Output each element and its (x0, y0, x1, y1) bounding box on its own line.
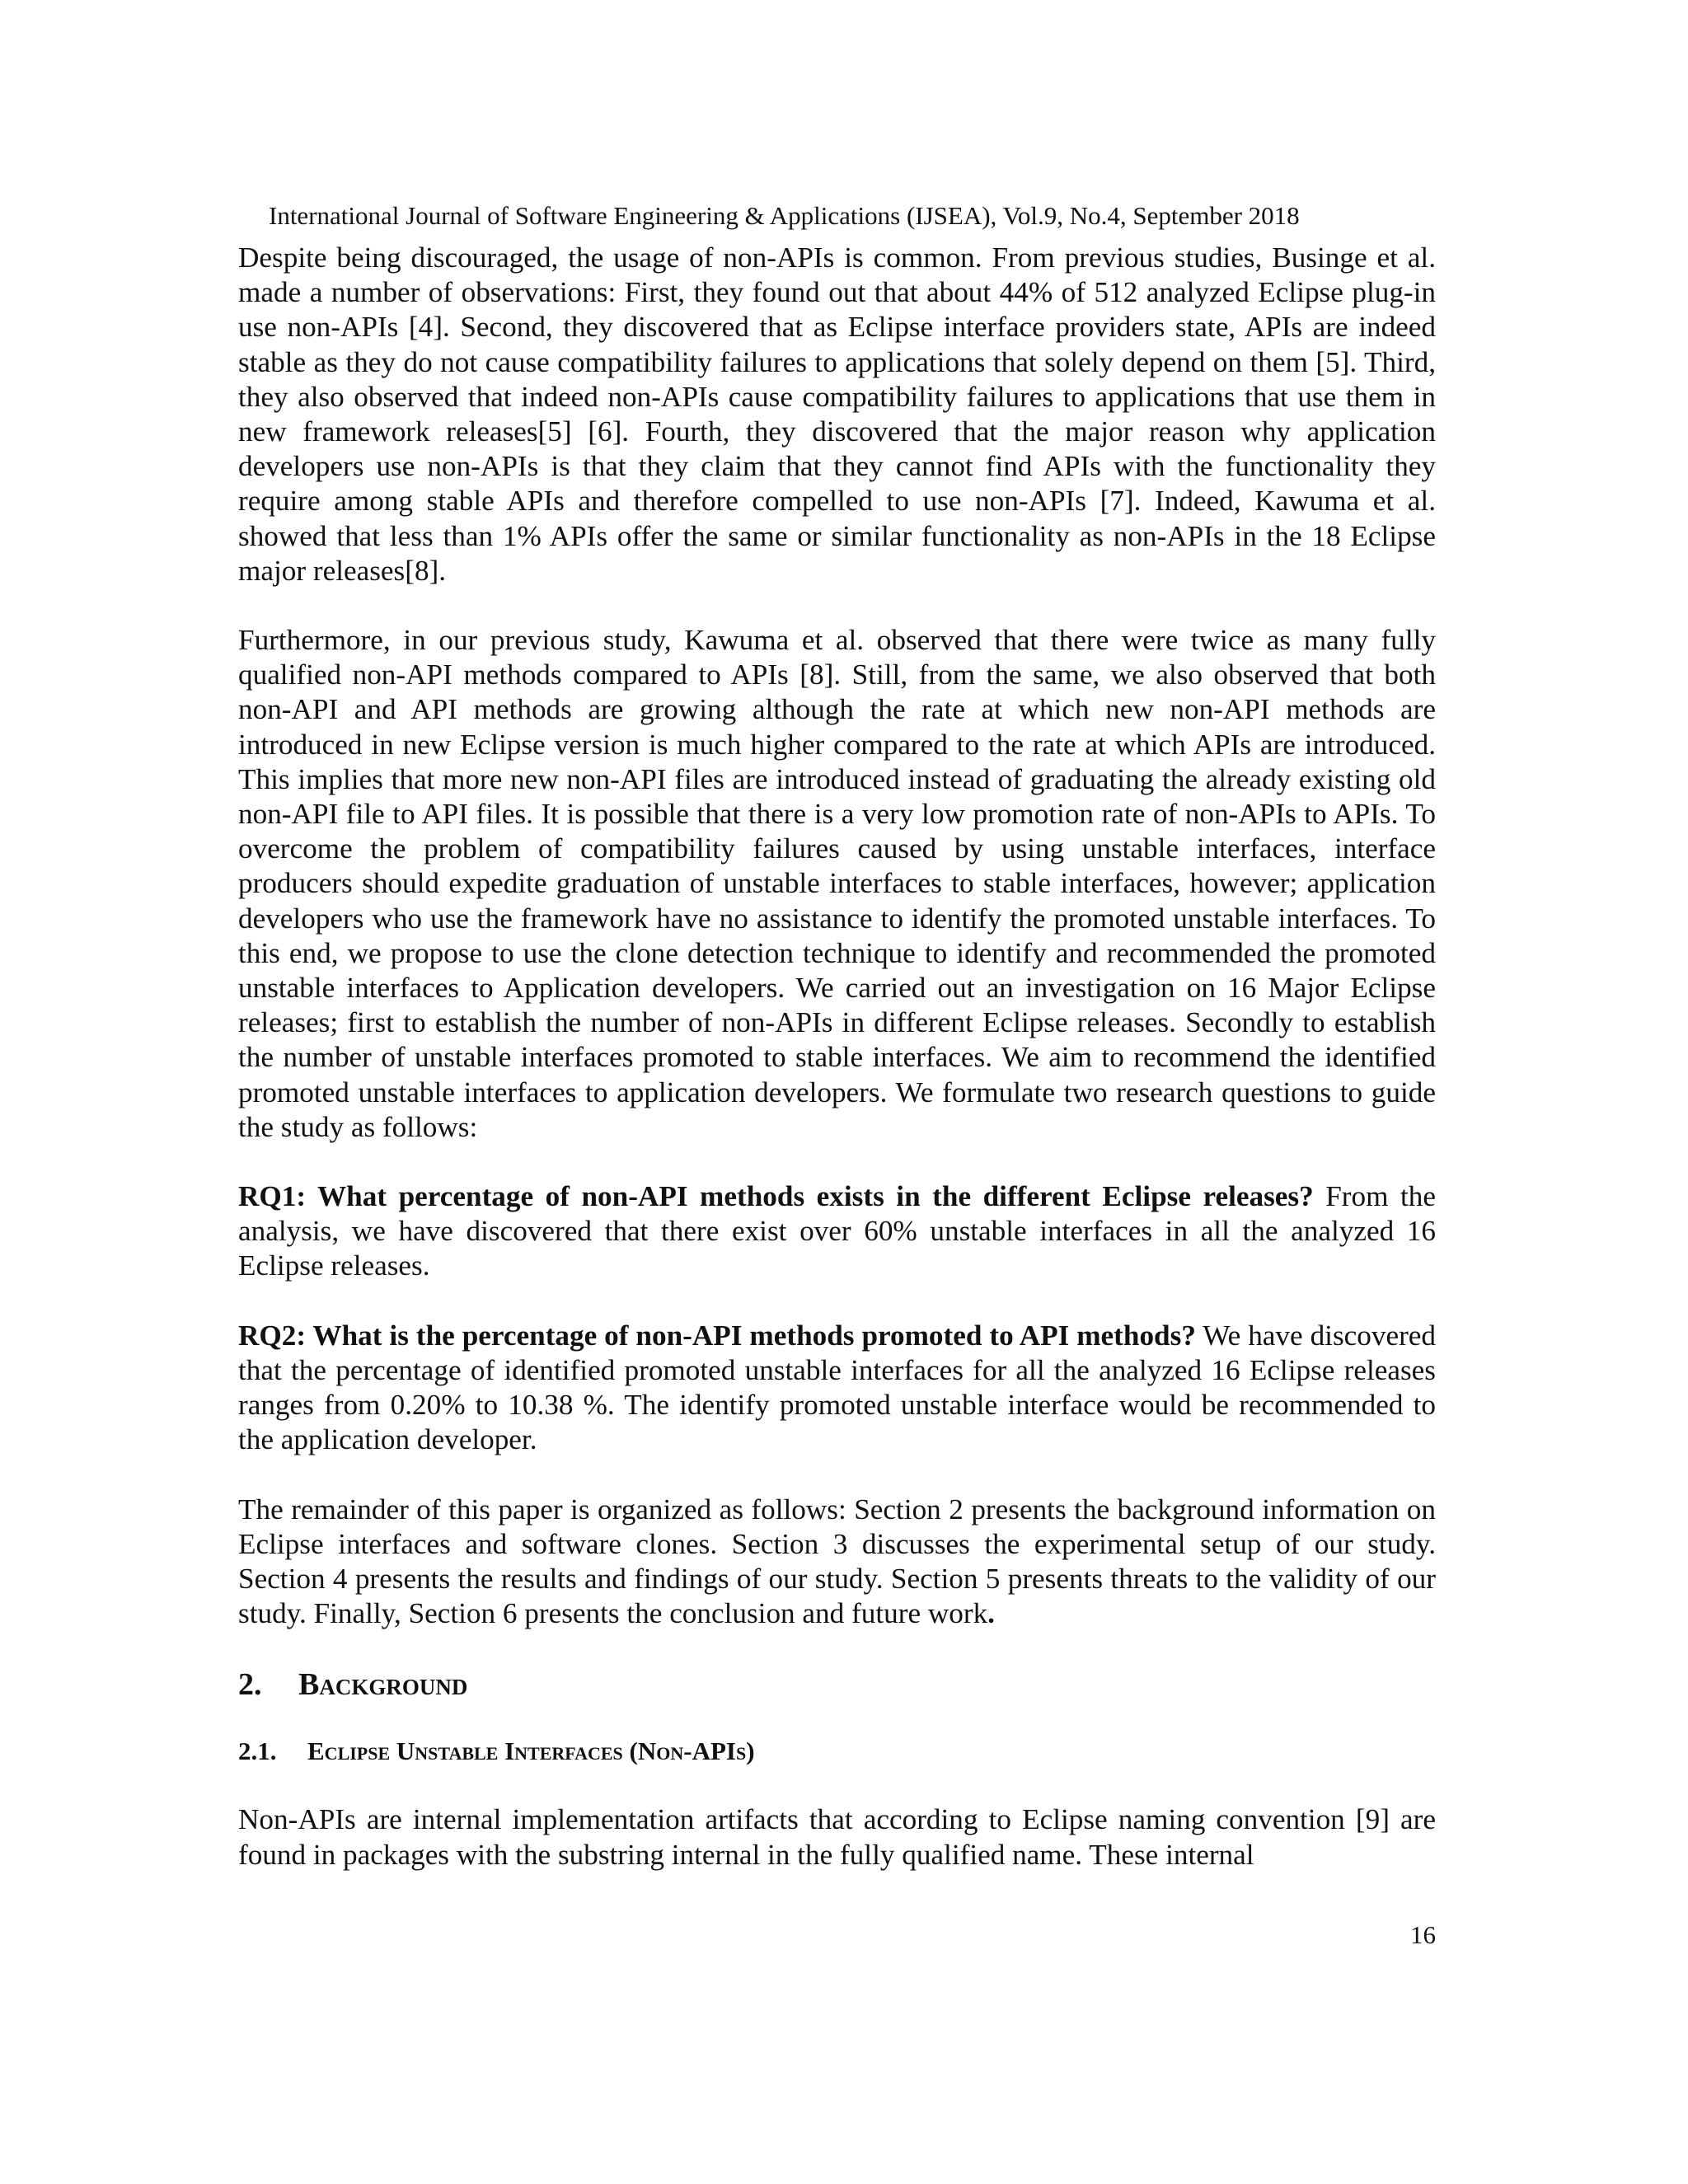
running-header: International Journal of Software Engineering & Applications (IJSEA), Vol.9, No.4, September 2018 (269, 201, 1300, 230)
rq1-text: From the analysis, we have discovered that there exist over 60% unstable interfaces in all the analyzed 16 Eclipse releases. (238, 1180, 1436, 1282)
paragraph-previous-study: Furthermore, in our previous study, Kawuma et al. observed that there were twice as many fully qualified non-API methods compared to APIs [8]. Still, from the same, we also observed that both non-API and API methods are growing although the rate at which new non-API methods are introduced in new Eclipse version is much higher compared to the rate at which APIs are introduced. This implies that more new non-API files are introduced instead of graduating the already existing old non-API file to API files. It is possible that there is a very low promotion rate of non-APIs to APIs. To overcome the problem of compatibility failures caused by using unstable interfaces, interface producers should expedite graduation of unstable interfaces to stable interfaces, however; application developers who use the framework have no assistance to identify the promoted unstable interfaces. To this end, we propose to use the clone detection technique to identify and recommended the promoted unstable interfaces to Application developers. We carried out an investigation on 16 Major Eclipse releases; first to establish the number of non-APIs in different Eclipse releases. Secondly to establish the number of unstable interfaces promoted to stable interfaces. We aim to recommend the identified promoted unstable interfaces to application developers. We formulate two research questions to guide the study as follows: (238, 624, 1436, 1143)
subsection-number: 2.1. (238, 1736, 277, 1766)
rq1-label: RQ1: What percentage of non-API methods exists in the different Eclipse releases? (238, 1180, 1314, 1213)
organization-period: . (987, 1597, 995, 1630)
paragraph-rq2 (238, 1319, 1436, 1458)
page-number: 16 (1410, 1920, 1436, 1949)
section-heading-background (238, 1666, 1436, 1704)
rq2-text: We have discovered that the percentage of identified promoted unstable interfaces for all the analyzed 16 Eclipse releases ranges from 0.20% to 10.38 %. The identify promoted unstable interface would be recommended to the application developer. (238, 1319, 1436, 1456)
subsection-heading-unstable-interfaces (238, 1735, 1436, 1768)
subsection-title: Eclipse Unstable Interfaces (Non-APIs) (307, 1736, 755, 1766)
body-text (238, 241, 1436, 1907)
organization-text: The remainder of this paper is organized as follows: Section 2 presents the background information on Eclipse interfaces and software clones. Section 3 discusses the experimental setup of our study. Section 4 presents the results and findings of our study. Section 5 presents threats to the validity of our study. Finally, Section 6 presents the conclusion and future work (238, 1493, 1436, 1630)
rq2-label: RQ2: What is the percentage of non-API methods promoted to API methods? (238, 1319, 1196, 1352)
paragraph-rq1 (238, 1179, 1436, 1284)
paragraph-non-apis-definition: Non-APIs are internal implementation artifacts that according to Eclipse naming convention [9] are found in packages with the substring internal in the fully qualified name. These internal (238, 1803, 1436, 1871)
paragraph-observations: Despite being discouraged, the usage of non-APIs is common. From previous studies, Businge et al. made a number of observations: First, they found out that about 44% of 512 analyzed Eclipse plug-in use non-APIs [4]. Second, they discovered that as Eclipse interface providers state, APIs are indeed stable as they do not cause compatibility failures to applications that solely depend on them [5]. Third, they also observed that indeed non-APIs cause compatibility failures to applications that use them in new framework releases[5] [6]. Fourth, they discovered that the major reason why application developers use non-APIs is that they claim that they cannot find APIs with the functionality they require among stable APIs and therefore compelled to use non-APIs [7]. Indeed, Kawuma et al. showed that less than 1% APIs offer the same or similar functionality as non-APIs in the 18 Eclipse major releases[8]. (238, 241, 1436, 587)
section-number: 2. (238, 1667, 262, 1703)
paragraph-organization (238, 1493, 1436, 1632)
section-title: Background (298, 1667, 468, 1703)
